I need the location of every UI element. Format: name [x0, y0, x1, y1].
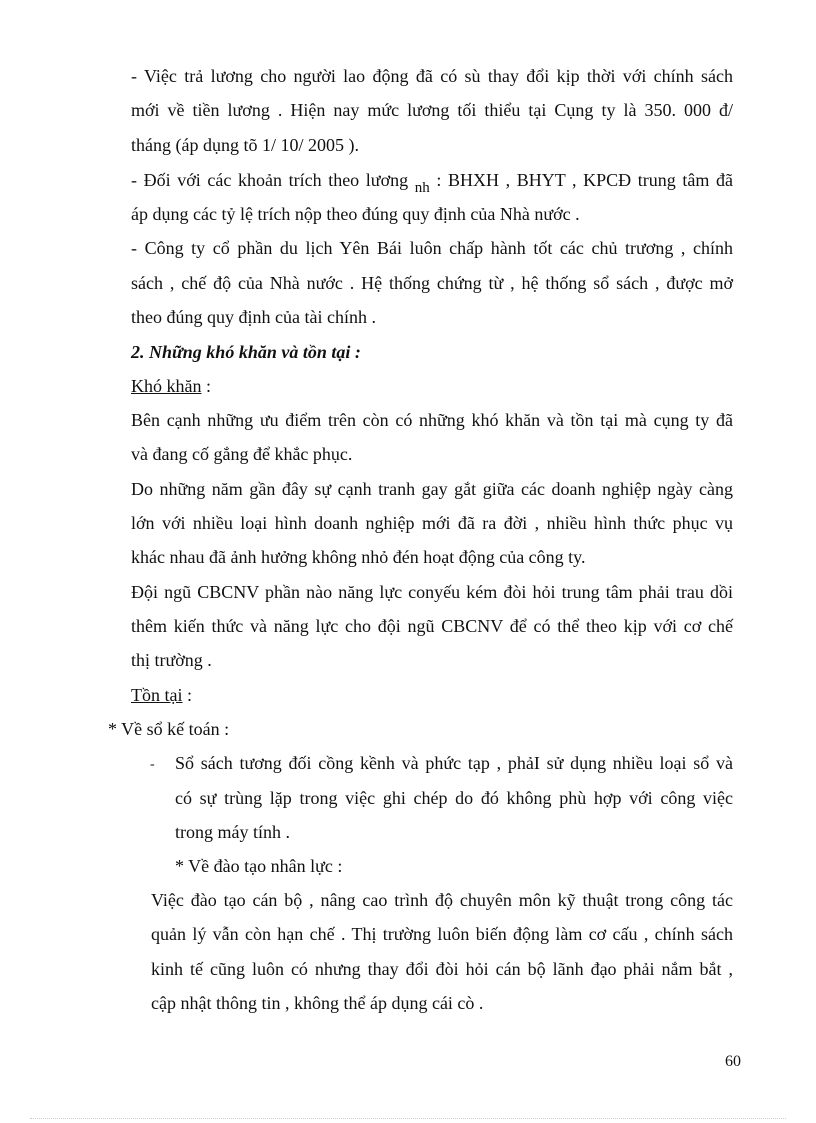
para7-line2: có sự trùng lặp trong việc ghi chép do đó không phù hợp với công việc [175, 788, 733, 808]
para4-line2: và đang cố gắng để khắc phục. [131, 444, 353, 464]
para7-line1: Sổ sách tương đối cồng kềnh và phức tạp , phảI sử dụng nhiều loại sổ và [175, 753, 733, 773]
para7-line3: trong máy tính . [175, 822, 290, 842]
para6-line2: thêm kiến thức và năng lực cho đội ngũ CBCNV để có thể theo kịp với cơ chế [131, 616, 733, 636]
dao-tao-heading: * Về đào tạo nhân lực : [175, 856, 343, 876]
para5-line2: lớn với nhiều loại hình doanh nghiệp mới đã ra đời , nhiều hình thức phục vụ [131, 513, 733, 533]
list-dash-marker: - [150, 757, 155, 772]
para2-line1-text-a: - Đối với các khoản trích theo lương [131, 170, 409, 190]
para1-line3: tháng (áp dụng tõ 1/ 10/ 2005 ). [131, 135, 359, 155]
para2-line2: áp dụng các tỷ lệ trích nộp theo đúng quy định của Nhà nước . [131, 204, 580, 224]
para3-line1: - Công ty cổ phần du lịch Yên Bái luôn chấp hành tốt các chủ trương , chính [131, 238, 733, 258]
kho-khan-label [131, 374, 211, 398]
section-heading: 2. Những khó khăn và tồn tại : [131, 342, 361, 362]
ton-tai-label [131, 683, 192, 707]
para3-line3: theo đúng quy định của tài chính . [131, 307, 376, 327]
para8-line1: Việc đào tạo cán bộ , nâng cao trình độ chuyên môn kỹ thuật trong công tác [151, 890, 733, 910]
para1-line1: - Việc trả lương cho người lao động đã có sù thay đổi kịp thời với chính sách [131, 66, 733, 86]
ton-tai-label-text: Tồn tại [131, 685, 183, 705]
para5-line1: Do những năm gần đây sự cạnh tranh gay gắt giữa các doanh nghiệp ngày càng [131, 479, 733, 499]
para3-line2: sách , chế độ của Nhà nước . Hệ thống chứng từ , hệ thống sổ sách , được mở [131, 273, 733, 293]
so-ke-toan-heading: * Về sổ kế toán : [108, 719, 230, 739]
para2-line1 [131, 168, 733, 194]
para6-line1: Đội ngũ CBCNV phần nào năng lực conyếu kém đòi hỏi trung tâm phải trau dồi [131, 582, 733, 602]
para2-line1-text-b: : BHXH , BHYT , KPCĐ trung tâm đã [436, 170, 733, 190]
para8-line3: kinh tế cũng luôn có nhưng thay đổi đòi hỏi cán bộ lãnh đạo phải nắm bắt , [151, 959, 733, 979]
para2-line1-subscript: nh [414, 180, 430, 196]
para1-line2: mới về tiền lương . Hiện nay mức lương tối thiểu tại Cụng ty là 350. 000 đ/ [131, 100, 733, 120]
footer-dotted-divider [30, 1118, 786, 1119]
para6-line3: thị trường . [131, 650, 212, 670]
ton-tai-label-suffix: : [182, 685, 193, 705]
kho-khan-label-suffix: : [201, 376, 212, 396]
para5-line3: khác nhau đã ảnh hưởng không nhỏ đén hoạt động của công ty. [131, 547, 586, 567]
kho-khan-label-text: Khó khăn [131, 376, 202, 396]
para8-line2: quản lý vẫn còn hạn chế . Thị trường luôn biến động làm cơ cấu , chính sách [151, 924, 733, 944]
para8-line4: cập nhật thông tin , không thể áp dụng cái cò . [151, 993, 484, 1013]
para4-line1: Bên cạnh những ưu điểm trên còn có những khó khăn và tồn tại mà cụng ty đã [131, 410, 733, 430]
page-number: 60 [725, 1053, 741, 1070]
